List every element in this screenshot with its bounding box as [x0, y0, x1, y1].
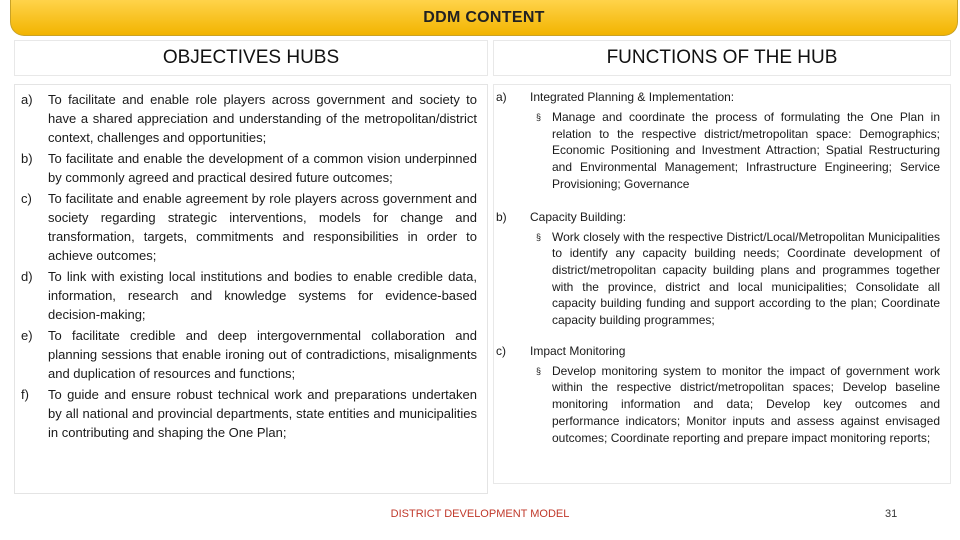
title-bar [10, 0, 958, 36]
objective-item [21, 189, 477, 265]
function-title: Integrated Planning & Implementation: [530, 90, 735, 104]
function-subitem [530, 363, 940, 447]
footer-label: DISTRICT DEVELOPMENT MODEL [390, 508, 570, 520]
function-text: Develop monitoring system to monitor the impact of government work within the respective district/metropolitan spaces; Develop baseline monitoring information and data; Develop key outcomes and performance indicators; Monitor inputs and assess against envisaged outcomes; Coordinate reporting and prepare impact monitoring reports; [552, 363, 940, 445]
objective-item [21, 385, 477, 442]
function-body [530, 209, 940, 329]
objective-letter: d) [21, 269, 33, 284]
objective-item [21, 326, 477, 383]
function-body [530, 343, 940, 447]
function-item [496, 209, 940, 329]
function-body [530, 89, 940, 193]
objectives-panel [14, 84, 488, 494]
function-title: Capacity Building: [530, 209, 627, 224]
function-letter: a) [496, 90, 507, 104]
objective-letter: f) [21, 387, 29, 402]
objective-text: To guide and ensure robust technical work and preparations undertaken by all national and provincial departments, state entities and municipalities in contributing and shaping the One Plan; [48, 387, 477, 440]
objective-text: To facilitate credible and deep intergovernmental collaboration and planning sessions that enable ironing out of contradictions, misalignments and duplication of resources and functions; [48, 328, 477, 381]
objectives-list [21, 90, 477, 442]
bullet-icon: § [536, 112, 542, 122]
function-letter: b) [496, 209, 507, 224]
bullet-icon: § [536, 231, 542, 242]
function-text: Work closely with the respective District/Local/Metropolitan Municipalities to identify any capacity building needs; Coordinate development of district/metropolitan capacity building plans and programmes together with the province, district and local municipalities; Consolidate all capacity building funding and support according to the plan; Coordinate capacity building programmes; [552, 229, 940, 328]
functions-header: FUNCTIONS OF THE HUB [493, 40, 951, 76]
objective-item [21, 149, 477, 187]
function-text: Manage and coordinate the process of formulating the One Plan in relation to the respective district/metropolitan space: Demographics; Economic Positioning and Investment Attraction; Spatial Restructuring and Environmental Management; Infrastructure Engineering; Service Provisioning; Governance [552, 110, 940, 191]
functions-panel [493, 84, 951, 484]
objective-letter: e) [21, 328, 33, 343]
function-subitem [530, 229, 940, 329]
objective-letter: c) [21, 191, 32, 206]
objectives-header: OBJECTIVES HUBS [14, 40, 488, 76]
objective-item [21, 267, 477, 324]
objective-item [21, 90, 477, 147]
bullet-icon: § [536, 365, 542, 376]
objective-letter: a) [21, 92, 33, 107]
function-title: Impact Monitoring [530, 343, 626, 358]
function-letter: c) [496, 343, 506, 358]
function-subitem [530, 109, 940, 193]
slide-title: DDM CONTENT [423, 8, 545, 26]
objective-text: To facilitate and enable agreement by role players across government and society regarding strategic interventions, models for change and transformation, targets, commitments and responsibilities in order to achieve outcomes; [48, 191, 477, 263]
objective-text: To link with existing local institutions and bodies to enable credible data, information, research and knowledge systems for evidence-based decision-making; [48, 269, 477, 322]
objective-text: To facilitate and enable role players across government and society to have a shared appreciation and understanding of the metropolitan/district context, challenges and opportunities; [48, 92, 477, 145]
page-number: 31 [885, 508, 898, 520]
objective-letter: b) [21, 151, 33, 166]
objective-text: To facilitate and enable the development of a common vision underpinned by commonly agreed and practical desired future outcomes; [48, 151, 477, 185]
function-item [496, 89, 940, 193]
function-item [496, 343, 940, 447]
